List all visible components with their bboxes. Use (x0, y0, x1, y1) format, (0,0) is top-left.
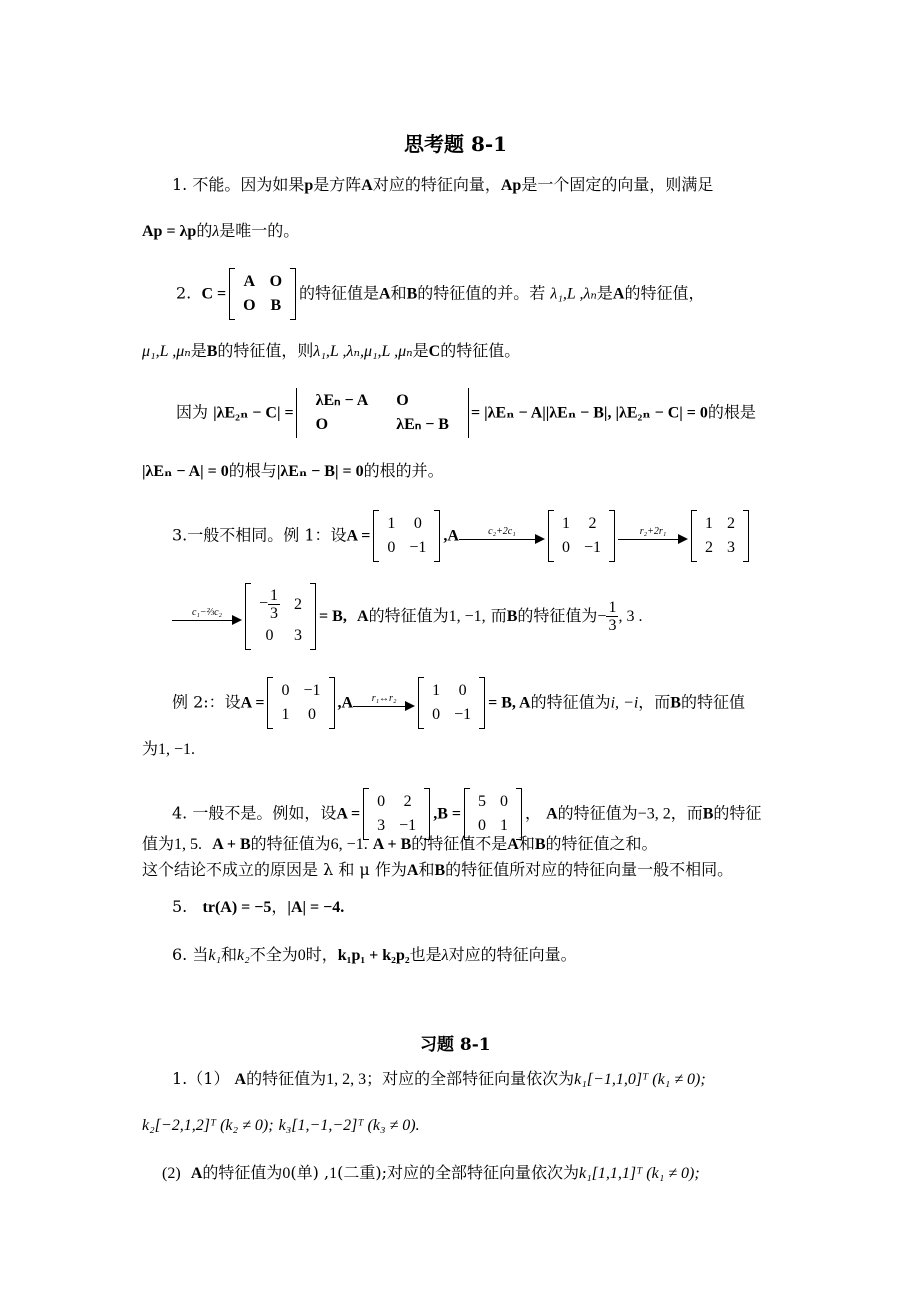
q2-line4: |λEₙ − A| = 0的根与|λEₙ − B| = 0的根的并。 (142, 461, 444, 480)
q1-line1: 1. 不能。因为如果p是方阵A对应的特征向量，Ap是一个固定的向量，则满足 (172, 175, 714, 194)
col-op-arrow-1: c₂+2c₁ (459, 523, 545, 549)
q3-line1: 3.一般不相同。例 1：设A = 1 0 0 −1 ,A c₂+2c₁ 1 2 0 −1 r₂+2r₁ 1 2 2 3 (172, 510, 752, 562)
matrix-A-ex2: 0 −1 1 0 (267, 677, 334, 729)
row-op-arrow-1: r₂+2r₁ (618, 523, 688, 549)
ex1-line3: (2) A的特征值为0(单) ,1(二重);对应的全部特征向量依次为k₁[1,1,1]ᵀ (k₁ ≠ 0); (162, 1163, 700, 1182)
row-swap-arrow: r₁↔r₂ (353, 690, 415, 716)
q4-line1: 4. 一般不是。例如，设A = 0 2 3 −1 ,B = 5 0 0 1 ， A的特征值为−3, 2，而B的特征 (172, 788, 761, 840)
matrix-step-2: 1 2 2 3 (691, 510, 749, 562)
q2-line1: 2. C = A O O B 的特征值是A和B的特征值的并。若 λ₁,L ,λₙ是A的特征值， (176, 268, 705, 320)
matrix-C: A O O B (229, 268, 296, 320)
q3-line3: 例 2:：设A = 0 −1 1 0 ,A r₁↔r₂ 1 0 0 −1 = B, A的特征值为i, −i，而B的特征值 (172, 677, 745, 729)
matrix-step-1: 1 2 0 −1 (548, 510, 615, 562)
q3-line4: 为1, −1. (142, 739, 196, 758)
col-op-arrow-2: c₁−⅔c₂ (172, 604, 242, 630)
matrix-A-ex1: 1 0 0 −1 (373, 510, 440, 562)
section-title-think: 思考题 8-1 (404, 132, 508, 156)
q1-line2: Ap = λp的λ是唯一的。 (142, 221, 300, 240)
matrix-A-q4: 0 2 3 −1 (363, 788, 430, 840)
ex1-line1: 1.（1） A的特征值为1, 2, 3；对应的全部特征向量依次为k₁[−1,1,0]ᵀ (k₁ ≠ 0); (172, 1069, 706, 1088)
block-determinant: λEₙ − A O O λEₙ − B (296, 388, 469, 438)
matrix-B-ex2: 1 0 0 −1 (418, 677, 485, 729)
section-title-exercise: 习题 8-1 (420, 1035, 491, 1055)
q4-line3: 这个结论不成立的原因是 λ 和 μ 作为A和B的特征值所对应的特征向量一般不相同。 (142, 860, 734, 879)
q3-line2: c₁−⅔c₂ − $\frac{1}{3}$ 2 0 3 = B, A的特征值为1, −1, 而B的特征值为− $\frac{1}{3}$ , 3 . (172, 583, 642, 650)
q2-line3: 因为 |λE₂ₙ − C| = λEₙ − A O O λEₙ − B = |λEₙ − A||λEₙ − B|, |λE₂ₙ − C| = 0的根是 (176, 388, 756, 438)
matrix-B-q4: 5 0 0 1 (464, 788, 522, 840)
matrix-step-3: − $\frac{1}{3}$ 2 0 3 (245, 583, 316, 650)
q4-line2: 值为1, 5. A + B的特征值为6, −1. A + B的特征值不是A和B的特征值之和。 (142, 834, 658, 853)
ex1-line2: k₂[−2,1,2]ᵀ (k₂ ≠ 0); k₃[1,−1,−2]ᵀ (k₃ ≠ 0). (142, 1117, 420, 1134)
q5-line: 5. tr(A) = −5，|A| = −4. (172, 897, 345, 916)
q6-line: 6. 当k₁和k₂不全为0时，k₁p₁ + k₂p₂也是λ对应的特征向量。 (172, 945, 577, 964)
q2-line2: μ₁,L ,μₙ是B的特征值，则λ₁,L ,λₙ,μ₁,L ,μₙ是C的特征值。 (142, 341, 521, 360)
